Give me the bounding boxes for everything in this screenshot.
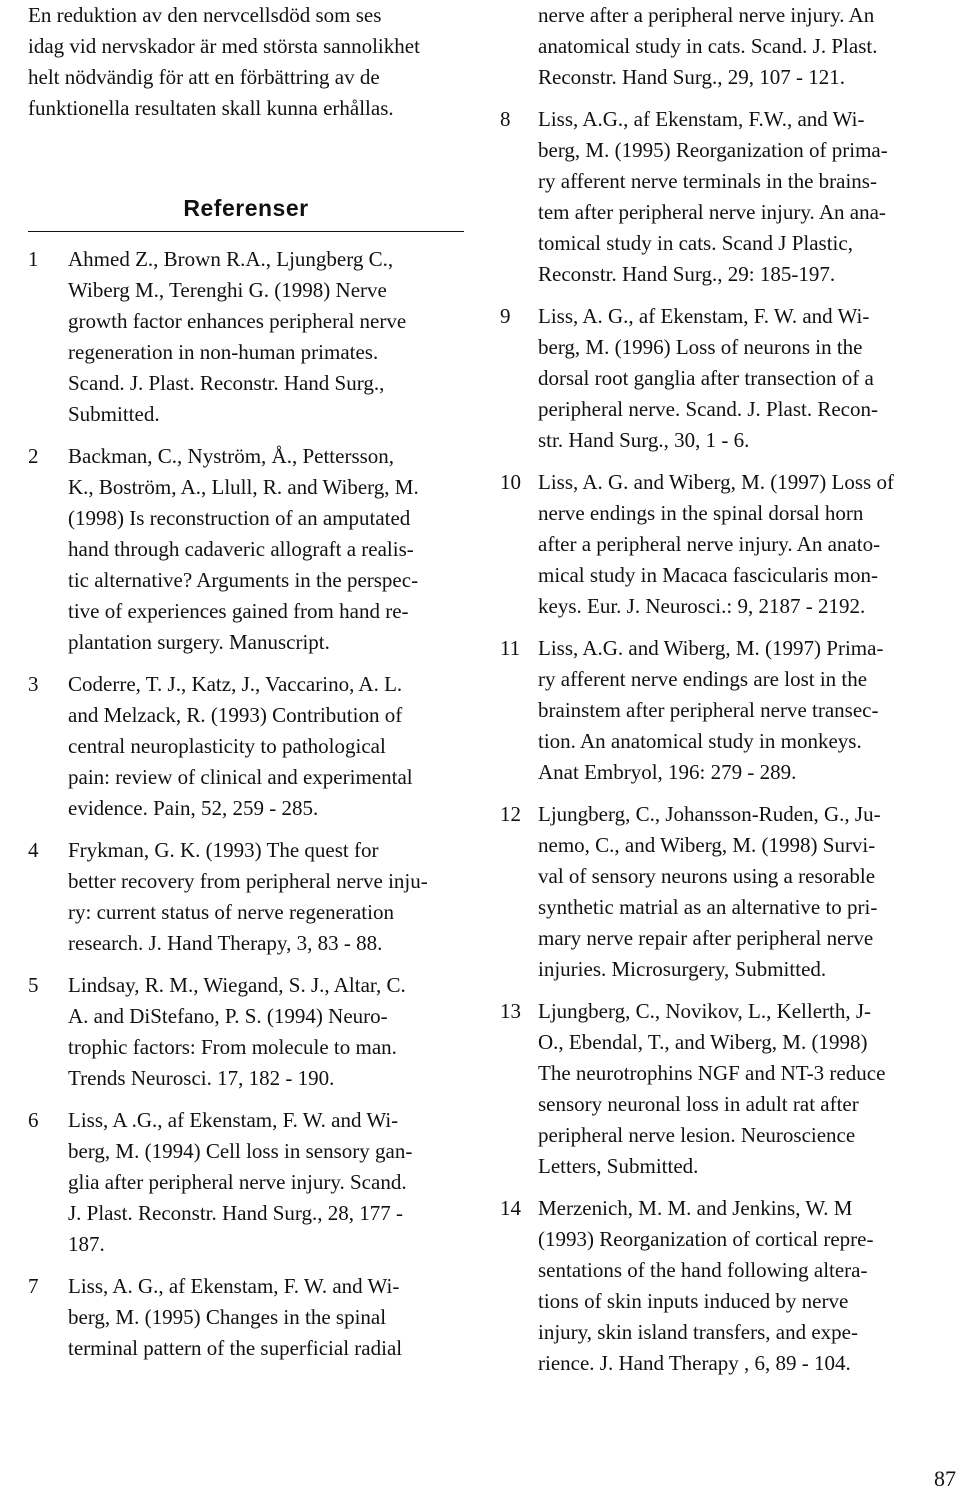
reference-item [500, 301, 960, 456]
reference-line: berg, M. (1994) Cell loss in sensory gan- [68, 1139, 413, 1163]
reference-number: 6 [28, 1108, 39, 1132]
reference-line: Trends Neurosci. 17, 182 - 190. [68, 1066, 335, 1090]
reference-number: 2 [28, 444, 39, 468]
reference-line: Coderre, T. J., Katz, J., Vaccarino, A. L. [68, 672, 403, 696]
reference-line: synthetic matrial as an alternative to pri- [538, 895, 878, 919]
references-heading: Referenser [183, 195, 309, 221]
reference-number: 14 [500, 1196, 521, 1220]
reference-line: tions of skin inputs induced by nerve [538, 1289, 849, 1313]
reference-line: rience. J. Hand Therapy , 6, 89 - 104. [538, 1351, 851, 1375]
reference-line: evidence. Pain, 52, 259 - 285. [68, 796, 319, 820]
reference-line: The neurotrophins NGF and NT-3 reduce [538, 1061, 886, 1085]
reference-line: Backman, C., Nyström, Å., Pettersson, [68, 444, 395, 468]
reference-text [68, 970, 464, 1094]
reference-item [28, 835, 464, 959]
reference-text [538, 104, 960, 290]
reference-line: berg, M. (1996) Loss of neurons in the [538, 335, 863, 359]
reference-7-continuation [538, 0, 960, 93]
reference-line: nerve after a peripheral nerve injury. An [538, 3, 875, 27]
reference-line: nemo, C., and Wiberg, M. (1998) Survi- [538, 833, 876, 857]
reference-line: Reconstr. Hand Surg., 29, 107 - 121. [538, 65, 846, 89]
reference-number: 10 [500, 470, 521, 494]
reference-item [28, 669, 464, 824]
reference-line: Scand. J. Plast. Reconstr. Hand Surg., [68, 371, 385, 395]
reference-item [28, 1271, 464, 1364]
reference-line: terminal pattern of the superficial radial [68, 1336, 403, 1360]
reference-line: berg, M. (1995) Reorganization of prima- [538, 138, 888, 162]
reference-line: nerve endings in the spinal dorsal horn [538, 501, 864, 525]
reference-text [538, 633, 960, 788]
reference-line: Ljungberg, C., Johansson-Ruden, G., Ju- [538, 802, 881, 826]
reference-line: K., Boström, A., Llull, R. and Wiberg, M. [68, 475, 419, 499]
reference-line: sentations of the hand following altera- [538, 1258, 868, 1282]
reference-line: Wiberg M., Terenghi G. (1998) Nerve [68, 278, 387, 302]
reference-line: keys. Eur. J. Neurosci.: 9, 2187 - 2192. [538, 594, 866, 618]
reference-line: Merzenich, M. M. and Jenkins, W. M [538, 1196, 853, 1220]
reference-number: 4 [28, 838, 39, 862]
reference-line: mary nerve repair after peripheral nerve [538, 926, 874, 950]
reference-line: injuries. Microsurgery, Submitted. [538, 957, 827, 981]
reference-text [68, 244, 464, 430]
reference-line: peripheral nerve lesion. Neuroscience [538, 1123, 856, 1147]
reference-text [68, 1105, 464, 1260]
reference-line: hand through cadaveric allograft a realis- [68, 537, 414, 561]
reference-number: 13 [500, 999, 521, 1023]
right-column [500, 0, 960, 1390]
reference-line: growth factor enhances peripheral nerve [68, 309, 407, 333]
reference-line: tive of experiences gained from hand re- [68, 599, 409, 623]
reference-text [538, 996, 960, 1182]
reference-line: Ahmed Z., Brown R.A., Ljungberg C., [68, 247, 394, 271]
reference-item [500, 467, 960, 622]
intro-paragraph [28, 0, 464, 124]
reference-line: research. J. Hand Therapy, 3, 83 - 88. [68, 931, 383, 955]
reference-text [538, 1193, 960, 1379]
reference-line: berg, M. (1995) Changes in the spinal [68, 1305, 387, 1329]
reference-line: (1993) Reorganization of cortical repre- [538, 1227, 874, 1251]
reference-item [500, 633, 960, 788]
reference-line: sensory neuronal loss in adult rat after [538, 1092, 859, 1116]
reference-line: and Melzack, R. (1993) Contribution of [68, 703, 403, 727]
references-list-left [28, 244, 464, 1364]
reference-line: ry afferent nerve endings are lost in the [538, 667, 868, 691]
reference-line: Liss, A. G., af Ekenstam, F. W. and Wi- [68, 1274, 400, 1298]
reference-line: Lindsay, R. M., Wiegand, S. J., Altar, C. [68, 973, 406, 997]
reference-text [68, 669, 464, 824]
reference-item [28, 1105, 464, 1260]
reference-line: 187. [68, 1232, 105, 1256]
reference-line: Liss, A.G. and Wiberg, M. (1997) Prima- [538, 636, 884, 660]
intro-line: idag vid nervskador är med största sannolikhet [28, 34, 420, 58]
page-number: 87 [934, 1466, 956, 1491]
reference-line: Submitted. [68, 402, 160, 426]
reference-line: (1998) Is reconstruction of an amputated [68, 506, 411, 530]
reference-line: better recovery from peripheral nerve inju- [68, 869, 428, 893]
reference-line: val of sensory neurons using a resorable [538, 864, 876, 888]
intro-line: En reduktion av den nervcellsdöd som ses [28, 3, 382, 27]
reference-line: O., Ebendal, T., and Wiberg, M. (1998) [538, 1030, 868, 1054]
reference-number: 12 [500, 802, 521, 826]
reference-line: after a peripheral nerve injury. An anato- [538, 532, 881, 556]
reference-line: central neuroplasticity to pathological [68, 734, 386, 758]
reference-text [538, 301, 960, 456]
reference-number: 5 [28, 973, 39, 997]
left-column [28, 0, 464, 1375]
reference-item [28, 244, 464, 430]
reference-number: 11 [500, 636, 521, 660]
reference-text [68, 441, 464, 658]
reference-line: Liss, A .G., af Ekenstam, F. W. and Wi- [68, 1108, 399, 1132]
reference-item [500, 799, 960, 985]
reference-text [538, 467, 960, 622]
reference-line: tem after peripheral nerve injury. An ana- [538, 200, 886, 224]
reference-number: 1 [28, 247, 39, 271]
reference-line: mical study in Macaca fascicularis mon- [538, 563, 878, 587]
reference-line: Liss, A. G., af Ekenstam, F. W. and Wi- [538, 304, 870, 328]
reference-line: plantation surgery. Manuscript. [68, 630, 330, 654]
reference-line: Anat Embryol, 196: 279 - 289. [538, 760, 797, 784]
reference-text [68, 835, 464, 959]
reference-line: pain: review of clinical and experimental [68, 765, 413, 789]
reference-line: brainstem after peripheral nerve transec- [538, 698, 879, 722]
reference-number: 8 [500, 107, 511, 131]
reference-line: Ljungberg, C., Novikov, L., Kellerth, J- [538, 999, 872, 1023]
reference-line: peripheral nerve. Scand. J. Plast. Recon- [538, 397, 878, 421]
reference-line: trophic factors: From molecule to man. [68, 1035, 397, 1059]
reference-line: ry afferent nerve terminals in the brains- [538, 169, 877, 193]
reference-line: Liss, A.G., af Ekenstam, F.W., and Wi- [538, 107, 865, 131]
reference-line: tic alternative? Arguments in the perspec- [68, 568, 419, 592]
reference-item [28, 970, 464, 1094]
references-list-right [500, 104, 960, 1379]
references-heading-rule [28, 194, 464, 232]
reference-line: Liss, A. G. and Wiberg, M. (1997) Loss of [538, 470, 894, 494]
reference-line: dorsal root ganglia after transection of a [538, 366, 874, 390]
reference-line: ry: current status of nerve regeneration [68, 900, 394, 924]
reference-line: regeneration in non-human primates. [68, 340, 379, 364]
reference-item [500, 996, 960, 1182]
reference-number: 9 [500, 304, 511, 328]
reference-item [500, 1193, 960, 1379]
reference-line: glia after peripheral nerve injury. Scand. [68, 1170, 407, 1194]
reference-text [68, 1271, 464, 1364]
reference-line: A. and DiStefano, P. S. (1994) Neuro- [68, 1004, 388, 1028]
reference-line: tomical study in cats. Scand J Plastic, [538, 231, 853, 255]
reference-item [28, 441, 464, 658]
reference-line: injury, skin island transfers, and expe- [538, 1320, 858, 1344]
intro-line: funktionella resultaten skall kunna erhållas. [28, 96, 394, 120]
reference-text [538, 799, 960, 985]
reference-line: anatomical study in cats. Scand. J. Plast. [538, 34, 878, 58]
reference-line: str. Hand Surg., 30, 1 - 6. [538, 428, 750, 452]
reference-line: Frykman, G. K. (1993) The quest for [68, 838, 379, 862]
reference-line: Reconstr. Hand Surg., 29: 185-197. [538, 262, 836, 286]
reference-number: 3 [28, 672, 39, 696]
reference-number: 7 [28, 1274, 39, 1298]
reference-line: tion. An anatomical study in monkeys. [538, 729, 862, 753]
intro-line: helt nödvändig för att en förbättring av de [28, 65, 380, 89]
reference-line: J. Plast. Reconstr. Hand Surg., 28, 177 - [68, 1201, 404, 1225]
reference-item [500, 104, 960, 290]
reference-line: Letters, Submitted. [538, 1154, 699, 1178]
